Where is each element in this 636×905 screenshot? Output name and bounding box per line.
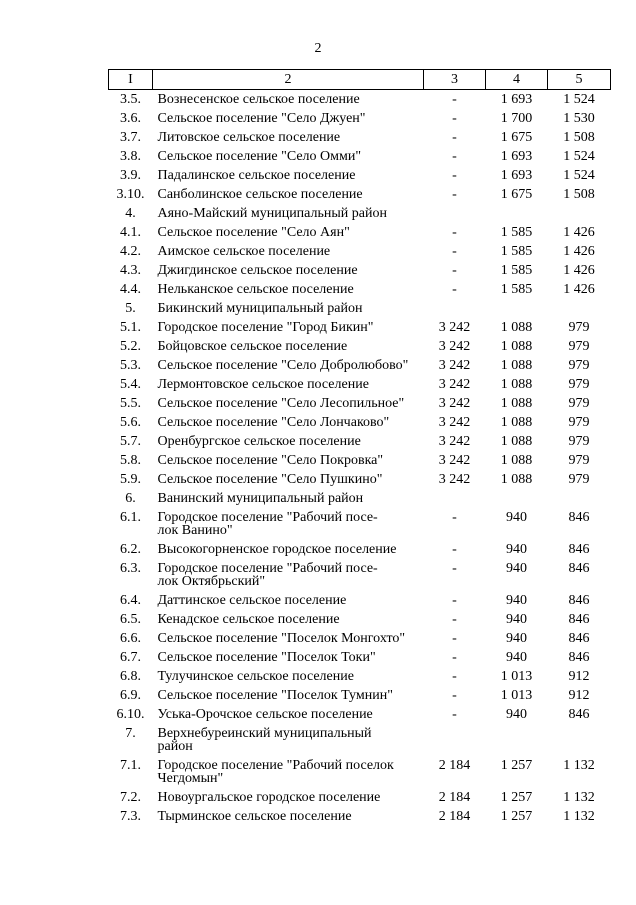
row-number: 6.2. <box>120 542 141 557</box>
value-col-3: - <box>452 542 457 557</box>
settlement-name: Бикинский муниципальный район <box>157 301 363 316</box>
value-col-5: 1 530 <box>563 111 595 126</box>
value-col-5: 912 <box>568 688 590 703</box>
value-col-4: 1 693 <box>500 92 533 107</box>
value-col-5: 912 <box>568 669 590 684</box>
value-col-4: 1 013 <box>500 688 533 703</box>
value-col-5: 846 <box>568 707 590 722</box>
table-row <box>109 686 611 705</box>
value-col-5: 1 426 <box>563 225 595 240</box>
value-col-3: - <box>452 669 457 684</box>
row-number: 5.4. <box>120 377 141 392</box>
value-col-4 <box>486 204 548 223</box>
value-col-5: 1 426 <box>563 244 595 259</box>
value-col-3: - <box>452 244 457 259</box>
value-col-4: 1 088 <box>500 453 533 468</box>
value-col-3: - <box>452 650 457 665</box>
row-number: 6. <box>125 491 136 506</box>
table-header <box>109 70 611 90</box>
settlement-name: Литовское сельское поселение <box>157 130 341 145</box>
table-row <box>109 413 611 432</box>
row-number: 3.9. <box>120 168 141 183</box>
value-col-4: 1 257 <box>500 758 533 773</box>
settlement-name: Городское поселение "Город Бикин" <box>157 320 374 335</box>
value-col-4: 1 693 <box>500 168 533 183</box>
value-col-3: 2 184 <box>438 790 471 805</box>
table-row <box>109 242 611 261</box>
settlement-name: Сельское поселение "Село Добролюбово" <box>157 358 409 373</box>
row-number: 5.2. <box>120 339 141 354</box>
value-col-4: 1 088 <box>500 339 533 354</box>
settlement-name: Городское поселение "Рабочий посе- лок Ванино" <box>157 510 378 538</box>
row-number: 6.9. <box>120 688 141 703</box>
settlement-name: Уська-Орочское сельское поселение <box>157 707 373 722</box>
value-col-4: 1 257 <box>500 790 533 805</box>
value-col-3: - <box>452 631 457 646</box>
value-col-4: 1 585 <box>500 263 533 278</box>
table-row <box>109 508 611 540</box>
row-number: 6.3. <box>120 561 141 576</box>
table-row <box>109 629 611 648</box>
table-row <box>109 299 611 318</box>
value-col-5: 846 <box>568 561 590 576</box>
settlement-name: Городское поселение "Рабочий поселок Чегдомын" <box>157 758 394 786</box>
value-col-4: 1 088 <box>500 358 533 373</box>
value-col-3 <box>424 204 486 223</box>
table-row <box>109 318 611 337</box>
table-row <box>109 394 611 413</box>
value-col-3: - <box>452 561 457 576</box>
settlement-name: Оренбургское сельское поселение <box>157 434 361 449</box>
header-row <box>109 70 611 90</box>
row-number: 4.1. <box>120 225 141 240</box>
value-col-4: 940 <box>506 612 527 627</box>
table-row <box>109 261 611 280</box>
row-number: 4.3. <box>120 263 141 278</box>
row-number: 6.6. <box>120 631 141 646</box>
value-col-4: 1 013 <box>500 669 533 684</box>
data-table <box>108 69 611 826</box>
value-col-3: 3 242 <box>438 358 471 373</box>
row-number: 4. <box>125 206 136 221</box>
value-col-4: 1 257 <box>500 809 533 824</box>
table-row <box>109 90 611 110</box>
value-col-4: 1 088 <box>500 434 533 449</box>
settlement-name: Бойцовское сельское поселение <box>157 339 348 354</box>
table-row <box>109 648 611 667</box>
row-number: 5.7. <box>120 434 141 449</box>
header-col-4: 4 <box>486 70 548 90</box>
value-col-3: - <box>452 263 457 278</box>
value-col-4: 1 585 <box>500 282 533 297</box>
value-col-3: - <box>452 149 457 164</box>
settlement-name: Сельское поселение "Село Аян" <box>157 225 350 240</box>
value-col-5: 979 <box>568 472 590 487</box>
value-col-3 <box>424 724 486 756</box>
table-row <box>109 756 611 788</box>
table-row <box>109 280 611 299</box>
value-col-3: - <box>452 225 457 240</box>
table-row <box>109 166 611 185</box>
table-body <box>109 90 611 827</box>
value-col-5: 1 508 <box>563 187 595 202</box>
value-col-3: - <box>452 187 457 202</box>
settlement-name: Сельское поселение "Поселок Токи" <box>157 650 376 665</box>
value-col-4 <box>486 724 548 756</box>
value-col-5: 979 <box>568 453 590 468</box>
settlement-name: Сельское поселение "Село Джуен" <box>157 111 366 126</box>
value-col-3: 3 242 <box>438 339 471 354</box>
row-number: 4.4. <box>120 282 141 297</box>
value-col-5 <box>548 724 611 756</box>
row-number: 5.8. <box>120 453 141 468</box>
value-col-3: - <box>452 688 457 703</box>
row-number: 4.2. <box>120 244 141 259</box>
table-row <box>109 185 611 204</box>
value-col-5: 1 524 <box>563 149 595 164</box>
row-number: 7.3. <box>120 809 141 824</box>
settlement-name: Лермонтовское сельское поселение <box>157 377 369 392</box>
settlement-name: Санболинское сельское поселение <box>157 187 363 202</box>
value-col-5: 1 132 <box>563 790 595 805</box>
settlement-name: Ванинский муниципальный район <box>157 491 364 506</box>
row-number: 5.9. <box>120 472 141 487</box>
value-col-5: 1 524 <box>563 168 595 183</box>
table-row <box>109 807 611 826</box>
table-row <box>109 489 611 508</box>
row-number: 3.5. <box>120 92 141 107</box>
row-number: 7. <box>125 726 136 741</box>
settlement-name: Джигдинское сельское поселение <box>157 263 358 278</box>
row-number: 5. <box>125 301 136 316</box>
settlement-name: Нельканское сельское поселение <box>157 282 354 297</box>
row-number: 6.8. <box>120 669 141 684</box>
value-col-3: 3 242 <box>438 320 471 335</box>
value-col-5: 846 <box>568 612 590 627</box>
row-number: 6.4. <box>120 593 141 608</box>
settlement-name: Аяно-Майский муниципальный район <box>157 206 387 221</box>
value-col-5: 979 <box>568 320 590 335</box>
table-row <box>109 147 611 166</box>
settlement-name: Тырминское сельское поселение <box>157 809 352 824</box>
row-number: 5.6. <box>120 415 141 430</box>
settlement-name: Сельское поселение "Село Лончаково" <box>157 415 390 430</box>
value-col-5: 846 <box>568 631 590 646</box>
value-col-3: - <box>452 612 457 627</box>
header-col-5: 5 <box>548 70 611 90</box>
value-col-5 <box>548 204 611 223</box>
value-col-4 <box>486 299 548 318</box>
settlement-name: Падалинское сельское поселение <box>157 168 356 183</box>
table-row <box>109 451 611 470</box>
value-col-4: 1 693 <box>500 149 533 164</box>
settlement-name: Тулучинское сельское поселение <box>157 669 354 684</box>
row-number: 7.1. <box>120 758 141 773</box>
header-col-3: 3 <box>424 70 486 90</box>
value-col-5: 979 <box>568 434 590 449</box>
value-col-5: 846 <box>568 593 590 608</box>
value-col-3: 2 184 <box>438 758 471 773</box>
value-col-4: 940 <box>506 650 527 665</box>
value-col-3: - <box>452 510 457 525</box>
value-col-4: 940 <box>506 593 527 608</box>
settlement-name: Верхнебуреинский муниципальный район <box>157 726 372 754</box>
table-row <box>109 356 611 375</box>
value-col-5: 979 <box>568 339 590 354</box>
value-col-5: 846 <box>568 650 590 665</box>
settlement-name: Сельское поселение "Село Пушкино" <box>157 472 383 487</box>
table-row <box>109 559 611 591</box>
value-col-3 <box>424 489 486 508</box>
value-col-3: 3 242 <box>438 472 471 487</box>
row-number: 6.5. <box>120 612 141 627</box>
value-col-4: 1 088 <box>500 396 533 411</box>
value-col-5: 1 508 <box>563 130 595 145</box>
value-col-4: 1 585 <box>500 225 533 240</box>
value-col-5: 846 <box>568 510 590 525</box>
table-row <box>109 128 611 147</box>
settlement-name: Кенадское сельское поселение <box>157 612 340 627</box>
value-col-5: 979 <box>568 396 590 411</box>
settlement-name: Сельское поселение "Село Лесопильное" <box>157 396 405 411</box>
table-row <box>109 223 611 242</box>
table-row <box>109 610 611 629</box>
value-col-4: 940 <box>506 542 527 557</box>
value-col-4: 940 <box>506 510 527 525</box>
table-row <box>109 724 611 756</box>
settlement-name: Городское поселение "Рабочий посе- лок Октябрьский" <box>157 561 378 589</box>
value-col-3: 3 242 <box>438 415 471 430</box>
table-row <box>109 540 611 559</box>
value-col-3: 3 242 <box>438 434 471 449</box>
table-row <box>109 337 611 356</box>
value-col-5: 1 524 <box>563 92 595 107</box>
value-col-3: - <box>452 92 457 107</box>
value-col-5: 1 132 <box>563 809 595 824</box>
value-col-3: - <box>452 111 457 126</box>
value-col-5 <box>548 489 611 508</box>
row-number: 6.7. <box>120 650 141 665</box>
value-col-5: 979 <box>568 358 590 373</box>
row-number: 5.1. <box>120 320 141 335</box>
settlement-name: Даттинское сельское поселение <box>157 593 347 608</box>
settlement-name: Сельское поселение "Поселок Тумнин" <box>157 688 393 703</box>
value-col-5 <box>548 299 611 318</box>
value-col-5: 979 <box>568 415 590 430</box>
value-col-4: 1 585 <box>500 244 533 259</box>
value-col-5: 1 426 <box>563 282 595 297</box>
settlement-name: Аимское сельское поселение <box>157 244 331 259</box>
row-number: 3.6. <box>120 111 141 126</box>
page-number: 2 <box>314 41 322 56</box>
value-col-4: 1 675 <box>500 187 533 202</box>
value-col-4: 1 675 <box>500 130 533 145</box>
table-row <box>109 591 611 610</box>
table-row <box>109 432 611 451</box>
value-col-4: 940 <box>506 561 527 576</box>
row-number: 3.8. <box>120 149 141 164</box>
value-col-3: - <box>452 130 457 145</box>
value-col-5: 1 426 <box>563 263 595 278</box>
value-col-3: - <box>452 707 457 722</box>
settlement-name: Вознесенское сельское поселение <box>157 92 360 107</box>
table-row <box>109 788 611 807</box>
value-col-5: 979 <box>568 377 590 392</box>
table-row <box>109 204 611 223</box>
value-col-4: 1 088 <box>500 472 533 487</box>
value-col-3: - <box>452 282 457 297</box>
value-col-3: 3 242 <box>438 396 471 411</box>
settlement-name: Сельское поселение "Поселок Монгохто" <box>157 631 406 646</box>
value-col-3: - <box>452 593 457 608</box>
row-number: 5.5. <box>120 396 141 411</box>
table-row <box>109 470 611 489</box>
settlement-name: Новоургальское городское поселение <box>157 790 381 805</box>
value-col-3: 2 184 <box>438 809 471 824</box>
table-row <box>109 705 611 724</box>
table-row <box>109 375 611 394</box>
value-col-3: - <box>452 168 457 183</box>
value-col-4: 940 <box>506 631 527 646</box>
settlement-name: Сельское поселение "Село Покровка" <box>157 453 384 468</box>
value-col-3 <box>424 299 486 318</box>
settlement-name: Сельское поселение "Село Омми" <box>157 149 362 164</box>
value-col-4: 1 088 <box>500 320 533 335</box>
value-col-4: 1 088 <box>500 415 533 430</box>
table-row <box>109 667 611 686</box>
header-col-2: 2 <box>153 70 424 90</box>
row-number: 5.3. <box>120 358 141 373</box>
row-number: 3.7. <box>120 130 141 145</box>
value-col-4 <box>486 489 548 508</box>
row-number: 6.10. <box>116 707 145 722</box>
row-number: 3.10. <box>116 187 145 202</box>
value-col-4: 1 700 <box>500 111 533 126</box>
value-col-5: 1 132 <box>563 758 595 773</box>
settlement-name: Высокогорненское городское поселение <box>157 542 397 557</box>
value-col-3: 3 242 <box>438 453 471 468</box>
value-col-4: 940 <box>506 707 527 722</box>
row-number: 7.2. <box>120 790 141 805</box>
value-col-3: 3 242 <box>438 377 471 392</box>
table-row <box>109 109 611 128</box>
row-number: 6.1. <box>120 510 141 525</box>
header-col-1: I <box>109 70 153 90</box>
value-col-5: 846 <box>568 542 590 557</box>
value-col-4: 1 088 <box>500 377 533 392</box>
